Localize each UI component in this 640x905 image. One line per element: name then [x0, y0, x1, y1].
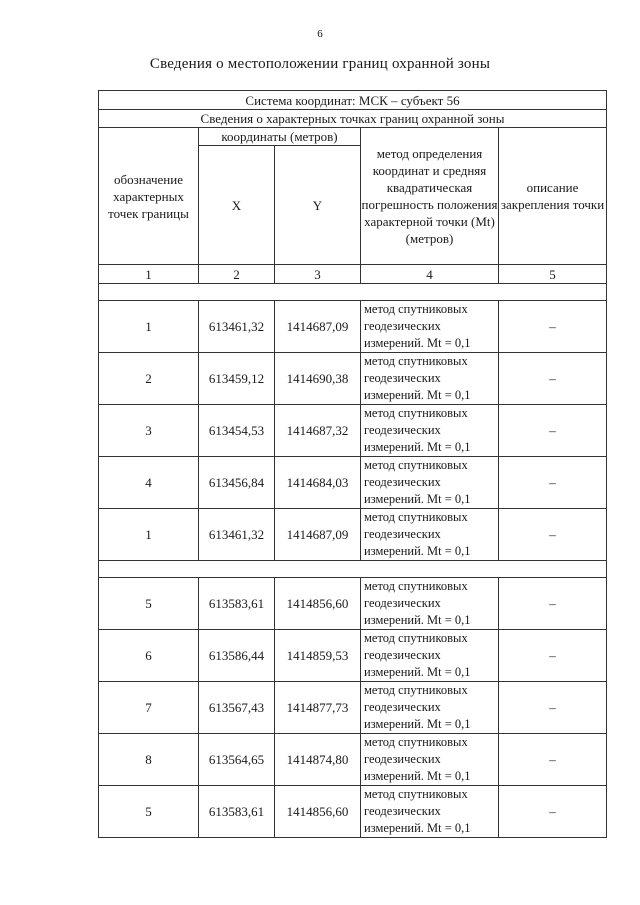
description-cell: – — [499, 630, 607, 682]
point-number-cell: 4 — [99, 457, 199, 509]
point-number-cell: 5 — [99, 786, 199, 838]
method-cell: метод спутниковых геодезических измерений. Mt = 0,1 — [361, 509, 499, 561]
table-row — [99, 786, 607, 838]
description-cell: – — [499, 301, 607, 353]
method-cell: метод спутниковых геодезических измерений. Mt = 0,1 — [361, 630, 499, 682]
x-coordinate-cell: 613586,44 — [199, 630, 275, 682]
description-cell: – — [499, 405, 607, 457]
header-point-designation: обозначение характерных точек границы — [99, 128, 199, 265]
column-number: 3 — [275, 265, 361, 284]
column-number: 5 — [499, 265, 607, 284]
method-cell: метод спутниковых геодезических измерений. Mt = 0,1 — [361, 682, 499, 734]
y-coordinate-cell: 1414856,60 — [275, 578, 361, 630]
description-cell: – — [499, 353, 607, 405]
header-y: Y — [275, 146, 361, 265]
group-separator-cell — [99, 284, 607, 301]
description-cell: – — [499, 786, 607, 838]
point-number-cell: 5 — [99, 578, 199, 630]
x-coordinate-cell: 613459,12 — [199, 353, 275, 405]
point-number-cell: 3 — [99, 405, 199, 457]
page-number: 6 — [317, 28, 323, 40]
header-x: X — [199, 146, 275, 265]
document-title: Сведения о местоположении границ охранной зоны — [149, 56, 491, 72]
method-cell: метод спутниковых геодезических измерений. Mt = 0,1 — [361, 457, 499, 509]
table-row — [99, 301, 607, 353]
point-number-cell: 8 — [99, 734, 199, 786]
group-separator — [99, 561, 607, 578]
table-row — [99, 578, 607, 630]
method-cell: метод спутниковых геодезических измерений. Mt = 0,1 — [361, 405, 499, 457]
table-row — [99, 630, 607, 682]
group-separator — [99, 284, 607, 301]
x-coordinate-cell: 613564,65 — [199, 734, 275, 786]
x-coordinate-cell: 613583,61 — [199, 786, 275, 838]
table-subtitle: Сведения о характерных точках границ охранной зоны — [99, 110, 607, 128]
table-row — [99, 509, 607, 561]
y-coordinate-cell: 1414859,53 — [275, 630, 361, 682]
column-number: 1 — [99, 265, 199, 284]
point-number-cell: 1 — [99, 509, 199, 561]
description-cell: – — [499, 457, 607, 509]
point-number-cell: 1 — [99, 301, 199, 353]
description-cell: – — [499, 578, 607, 630]
method-cell: метод спутниковых геодезических измерений. Mt = 0,1 — [361, 301, 499, 353]
column-number: 2 — [199, 265, 275, 284]
method-cell: метод спутниковых геодезических измерений. Mt = 0,1 — [361, 578, 499, 630]
table-row — [99, 405, 607, 457]
x-coordinate-cell: 613583,61 — [199, 578, 275, 630]
y-coordinate-cell: 1414687,09 — [275, 509, 361, 561]
coordinate-system: Система координат: МСК – субъект 56 — [99, 91, 607, 110]
group-separator-cell — [99, 561, 607, 578]
method-cell: метод спутниковых геодезических измерений. Mt = 0,1 — [361, 353, 499, 405]
x-coordinate-cell: 613567,43 — [199, 682, 275, 734]
y-coordinate-cell: 1414687,32 — [275, 405, 361, 457]
table-row — [99, 353, 607, 405]
point-number-cell: 7 — [99, 682, 199, 734]
method-cell: метод спутниковых геодезических измерений. Mt = 0,1 — [361, 786, 499, 838]
point-number-cell: 6 — [99, 630, 199, 682]
header-description: описание закрепления точки — [499, 128, 607, 265]
y-coordinate-cell: 1414877,73 — [275, 682, 361, 734]
y-coordinate-cell: 1414687,09 — [275, 301, 361, 353]
y-coordinate-cell: 1414690,38 — [275, 353, 361, 405]
x-coordinate-cell: 613461,32 — [199, 301, 275, 353]
description-cell: – — [499, 734, 607, 786]
description-cell: – — [499, 509, 607, 561]
x-coordinate-cell: 613461,32 — [199, 509, 275, 561]
x-coordinate-cell: 613454,53 — [199, 405, 275, 457]
table-row — [99, 457, 607, 509]
header-coordinates: координаты (метров) — [199, 128, 361, 146]
y-coordinate-cell: 1414874,80 — [275, 734, 361, 786]
table-row — [99, 682, 607, 734]
coordinates-table — [98, 90, 607, 838]
description-cell: – — [499, 682, 607, 734]
x-coordinate-cell: 613456,84 — [199, 457, 275, 509]
y-coordinate-cell: 1414684,03 — [275, 457, 361, 509]
y-coordinate-cell: 1414856,60 — [275, 786, 361, 838]
table-row — [99, 734, 607, 786]
column-number: 4 — [361, 265, 499, 284]
method-cell: метод спутниковых геодезических измерений. Mt = 0,1 — [361, 734, 499, 786]
header-method: метод определения координат и средняя квадратическая погрешность положения характерной точки (Mt) (метров) — [361, 128, 499, 265]
point-number-cell: 2 — [99, 353, 199, 405]
